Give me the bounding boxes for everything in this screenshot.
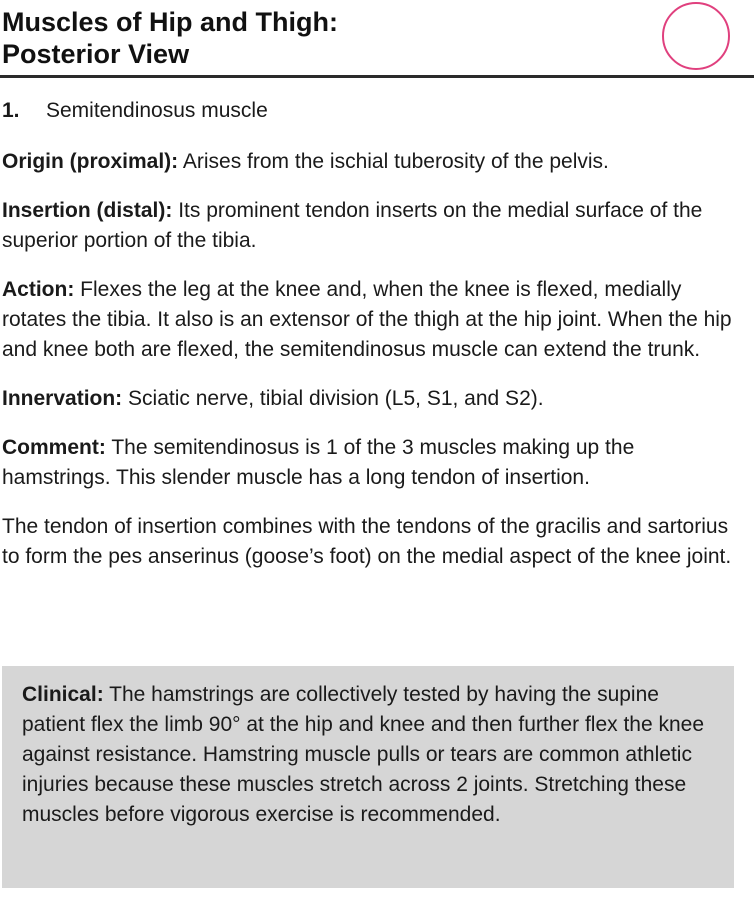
page-title bbox=[2, 6, 338, 70]
comment-text: The semitendinosus is 1 of the 3 muscles making up the hamstrings. This slender muscle has a long tendon of insertion. bbox=[2, 436, 635, 489]
page-header bbox=[2, 6, 754, 78]
entry-number: 1. bbox=[2, 99, 20, 122]
circle-marker-icon bbox=[662, 2, 730, 70]
clinical-box bbox=[2, 666, 734, 888]
entry-content bbox=[2, 96, 740, 572]
innervation-text: Sciatic nerve, tibial division (L5, S1, and S2). bbox=[128, 387, 544, 410]
comment-label: Comment: bbox=[2, 436, 106, 459]
innervation-label: Innervation: bbox=[2, 387, 123, 410]
action-label: Action: bbox=[2, 278, 75, 301]
action-text: Flexes the leg at the knee and, when the knee is flexed, medially rotates the tibia. It also is an extensor of the thigh at the hip joint. When the hip and knee both are flexed, the semitendinosus muscle can extend the trunk. bbox=[2, 278, 732, 361]
origin-text: Arises from the ischial tuberosity of the pelvis. bbox=[182, 150, 609, 173]
title-line-1: Muscles of Hip and Thigh: bbox=[2, 7, 338, 37]
origin-label: Origin (proximal): bbox=[2, 150, 179, 173]
title-line-2: Posterior View bbox=[2, 39, 190, 69]
clinical-text: The hamstrings are collectively tested by having the supine patient flex the limb 90° at the hip and knee and then further flex the knee against resistance. Hamstring muscle pulls or tears are common athletic injuries because these muscles stretch across 2 joints. Stretching these muscles before vigorous exercise is recommended. bbox=[22, 683, 705, 826]
innervation-paragraph bbox=[2, 384, 740, 414]
insertion-label: Insertion (distal): bbox=[2, 199, 173, 222]
clinical-paragraph bbox=[22, 680, 712, 830]
action-paragraph bbox=[2, 275, 740, 365]
pes-anserinus-paragraph: The tendon of insertion combines with the tendons of the gracilis and sartorius to form the pes anserinus (goose’s foot) on the medial aspect of the knee joint. bbox=[2, 515, 732, 568]
entry-heading bbox=[2, 96, 740, 126]
insertion-paragraph bbox=[2, 196, 740, 256]
insertion-text: Its prominent tendon inserts on the medial surface of the superior portion of the tibia. bbox=[2, 199, 703, 252]
entry-name: Semitendinosus muscle bbox=[46, 99, 268, 122]
comment-paragraph bbox=[2, 433, 740, 493]
origin-paragraph bbox=[2, 147, 740, 177]
header-divider bbox=[0, 75, 754, 78]
clinical-label: Clinical: bbox=[22, 683, 104, 706]
